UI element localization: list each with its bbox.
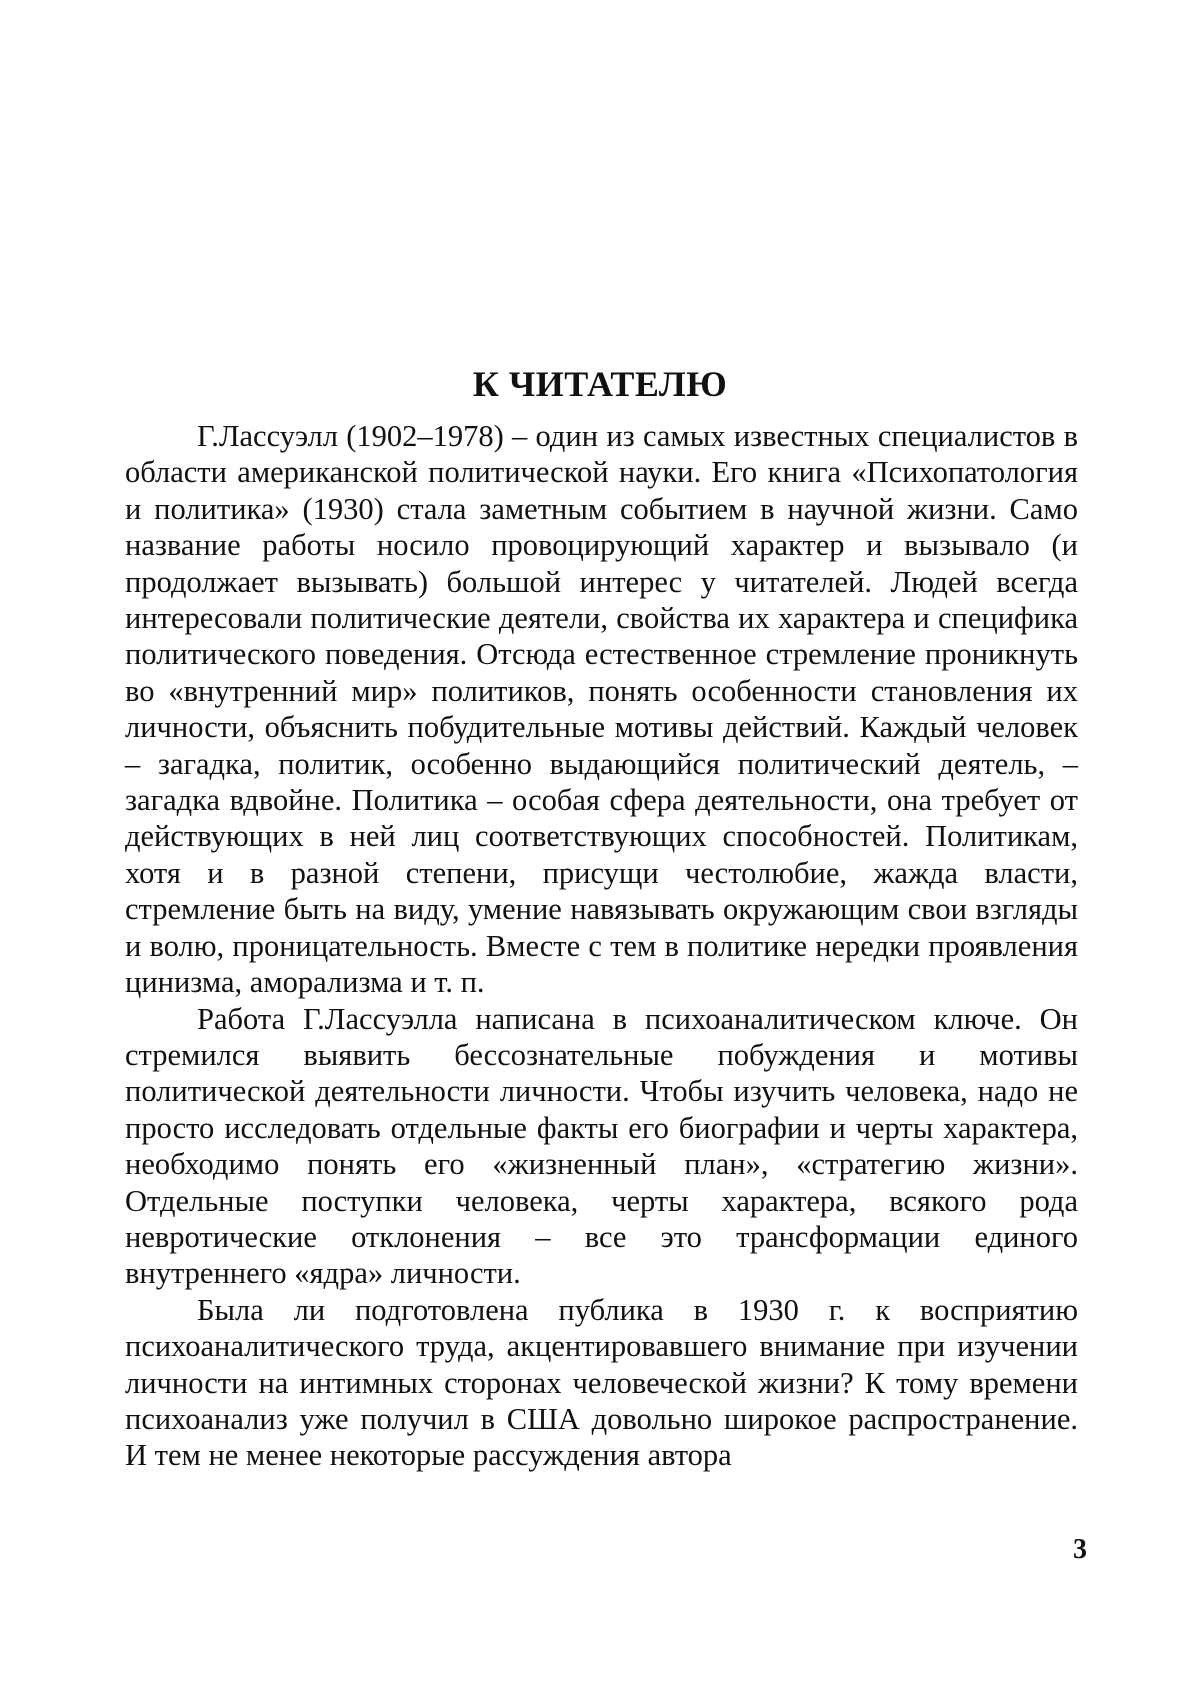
paragraph: Была ли подготовлена публика в 1930 г. к восприятию психоаналитического труда, акцентировавшего внимание при изучении личности на интимных сторонах человеческой жизни? К тому времени психоанализ уже получил в США довольно широкое распространение. И тем не менее некоторые рассуждения автора (125, 1292, 1078, 1474)
document-page (0, 0, 1200, 1700)
page-title: К ЧИТАТЕЛЮ (0, 362, 1200, 406)
paragraph: Работа Г.Лассуэлла написана в психоаналитическом ключе. Он стремился выявить бессознательные побуждения и мотивы политической деятельности личности. Чтобы изучить человека, надо не просто исследовать отдельные факты его биографии и черты характера, необходимо понять его «жизненный план», «стратегию жизни». Отдельные поступки человека, черты характера, всякого рода невротические отклонения – все это трансформации единого внутреннего «ядра» личности. (125, 1001, 1078, 1292)
body-text (125, 418, 1078, 1474)
paragraph: Г.Лассуэлл (1902–1978) – один из самых известных специалистов в области американской политической науки. Его книга «Психопатология и политика» (1930) стала заметным событием в научной жизни. Само название работы носило провоцирующий характер и вызывало (и продолжает вызывать) большой интерес у читателей. Людей всегда интересовали политические деятели, свойства их характера и специфика политического поведения. Отсюда естественное стремление проникнуть во «внутренний мир» политиков, понять особенности становления их личности, объяснить побудительные мотивы действий. Каждый человек – загадка, политик, особенно выдающийся политический деятель, – загадка вдвойне. Политика – особая сфера деятельности, она требует от действующих в ней лиц соответствующих способностей. Политикам, хотя и в разной степени, присущи честолюбие, жажда власти, стремление быть на виду, умение навязывать окружающим свои взгляды и волю, проницательность. Вместе с тем в политике нередки проявления цинизма, аморализма и т. п. (125, 418, 1078, 1001)
page-number: 3 (1057, 1534, 1087, 1566)
